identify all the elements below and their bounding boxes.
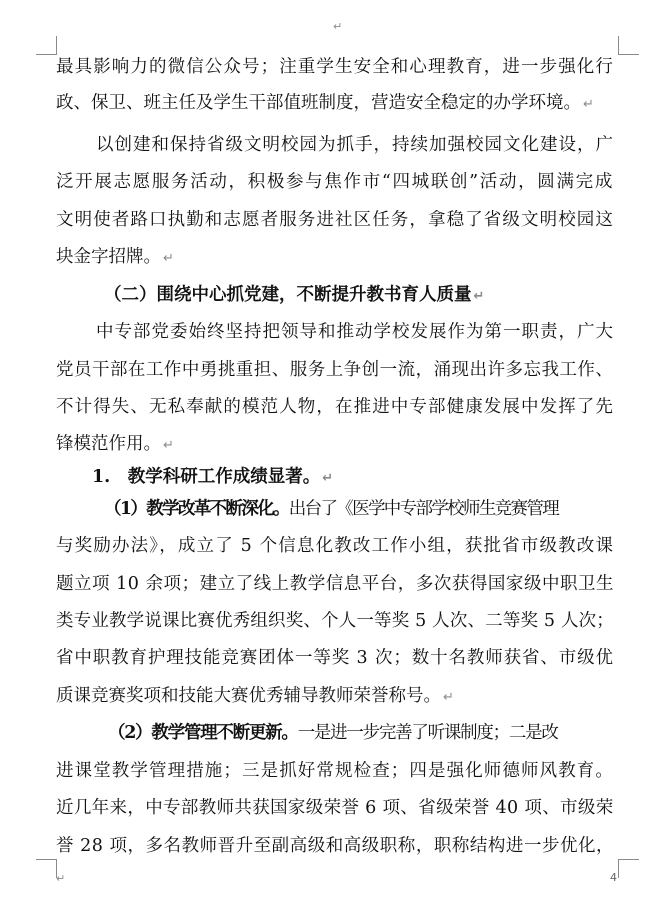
text-line <box>56 95 594 113</box>
paragraph-mark-icon: ↵ <box>322 471 334 486</box>
page-number: 4 <box>610 871 617 884</box>
text-line <box>56 249 174 267</box>
text-line <box>56 399 614 417</box>
text-line <box>104 501 558 519</box>
text-line <box>56 838 614 856</box>
line-text: 题立项 10 余项；建立了线上教学信息平台，多次获得国家级中职卫生 <box>56 574 615 594</box>
paragraph-mark-icon: ↵ <box>443 690 454 705</box>
text-line <box>56 800 614 818</box>
top-paragraph-mark: ↵ <box>333 20 343 33</box>
crop-mark-top-left <box>36 36 57 55</box>
line-text: 誉 28 项，多名教师晋升至副高级和高级职称，职称结构进一步优化， <box>56 836 615 856</box>
line-text: 最具影响力的微信公众号；注重学生安全和心理教育，进一步强化行 <box>56 57 614 77</box>
paragraph-mark-icon: ↵ <box>163 251 174 266</box>
line-text: 不计得失、无私奉献的模范人物，在推进中专部健康发展中发挥了先 <box>56 397 614 417</box>
line-text: 出台了《医学中专部学校师生竞赛管理 <box>288 499 559 519</box>
text-line <box>56 59 614 77</box>
text-line <box>56 538 614 556</box>
text-line <box>56 576 614 594</box>
bottom-paragraph-mark: ↵ <box>56 872 66 885</box>
text-line <box>56 650 614 668</box>
line-text: 中专部党委始终坚持把领导和推动学校发展作为第一职责，广大 <box>96 322 614 342</box>
line-text: （二）围绕中心抓党建，不断提升教书育人质量 <box>104 285 472 305</box>
line-text: 与奖励办法》，成立了 5 个信息化教改工作小组，获批省市级教改课 <box>56 536 615 556</box>
paragraph-mark-icon: ↵ <box>163 438 174 453</box>
line-text: 以创建和保持省级文明校园为抓手，持续加强校园文化建设，广 <box>96 135 614 155</box>
line-text: 1. 教学科研工作成绩显著。 <box>92 467 321 487</box>
text-line <box>56 174 614 192</box>
line-text: 块金字招牌。 <box>56 247 161 267</box>
bold-lead-in: （1）教学改革不断深化。 <box>104 499 289 519</box>
text-line <box>92 469 333 487</box>
text-line <box>56 763 614 781</box>
text-line <box>104 287 484 305</box>
crop-mark-bottom-left <box>36 859 57 878</box>
line-text: 进课堂教学管理措施；三是抓好常规检查；四是强化师德师风教育。 <box>56 761 614 781</box>
paragraph-mark-icon: ↵ <box>583 97 594 112</box>
line-text: 泛开展志愿服务活动，积极参与焦作市“四城联创”活动，圆满完成 <box>56 172 614 192</box>
text-line <box>56 688 454 706</box>
text-line <box>56 436 174 454</box>
paragraph-mark-icon: ↵ <box>473 289 485 304</box>
crop-mark-top-right <box>618 36 639 55</box>
bold-lead-in: （2）教学管理不断更新。 <box>108 723 298 743</box>
line-text: 省中职教育护理技能竞赛团体一等奖 3 次；数十名教师获省、市级优 <box>56 648 614 668</box>
crop-mark-bottom-right <box>618 859 639 878</box>
line-text: 一是进一步完善了听课制度；二是改 <box>297 723 558 743</box>
line-text: 类专业教学说课比赛优秀组织奖、个人一等奖 5 人次、二等奖 5 人次； <box>56 611 614 631</box>
line-text: 质课竞赛奖项和技能大赛优秀辅导教师荣誉称号。 <box>56 686 441 706</box>
text-line <box>56 613 614 631</box>
text-line <box>96 324 614 342</box>
line-text: 政、保卫、班主任及学生干部值班制度，营造安全稳定的办学环境。 <box>56 93 581 113</box>
line-text: 党员干部在工作中勇挑重担、服务上争创一流，涌现出许多忘我工作、 <box>56 360 614 380</box>
text-line <box>56 362 613 380</box>
line-text: 近几年来，中专部教师共获国家级荣誉 6 项、省级荣誉 40 项、市级荣 <box>56 798 614 818</box>
text-line <box>56 212 614 230</box>
line-text: 文明使者路口执勤和志愿者服务进社区任务，拿稳了省级文明校园这 <box>56 210 614 230</box>
text-line <box>96 137 614 155</box>
text-line <box>108 725 558 743</box>
line-text: 锋模范作用。 <box>56 434 161 454</box>
